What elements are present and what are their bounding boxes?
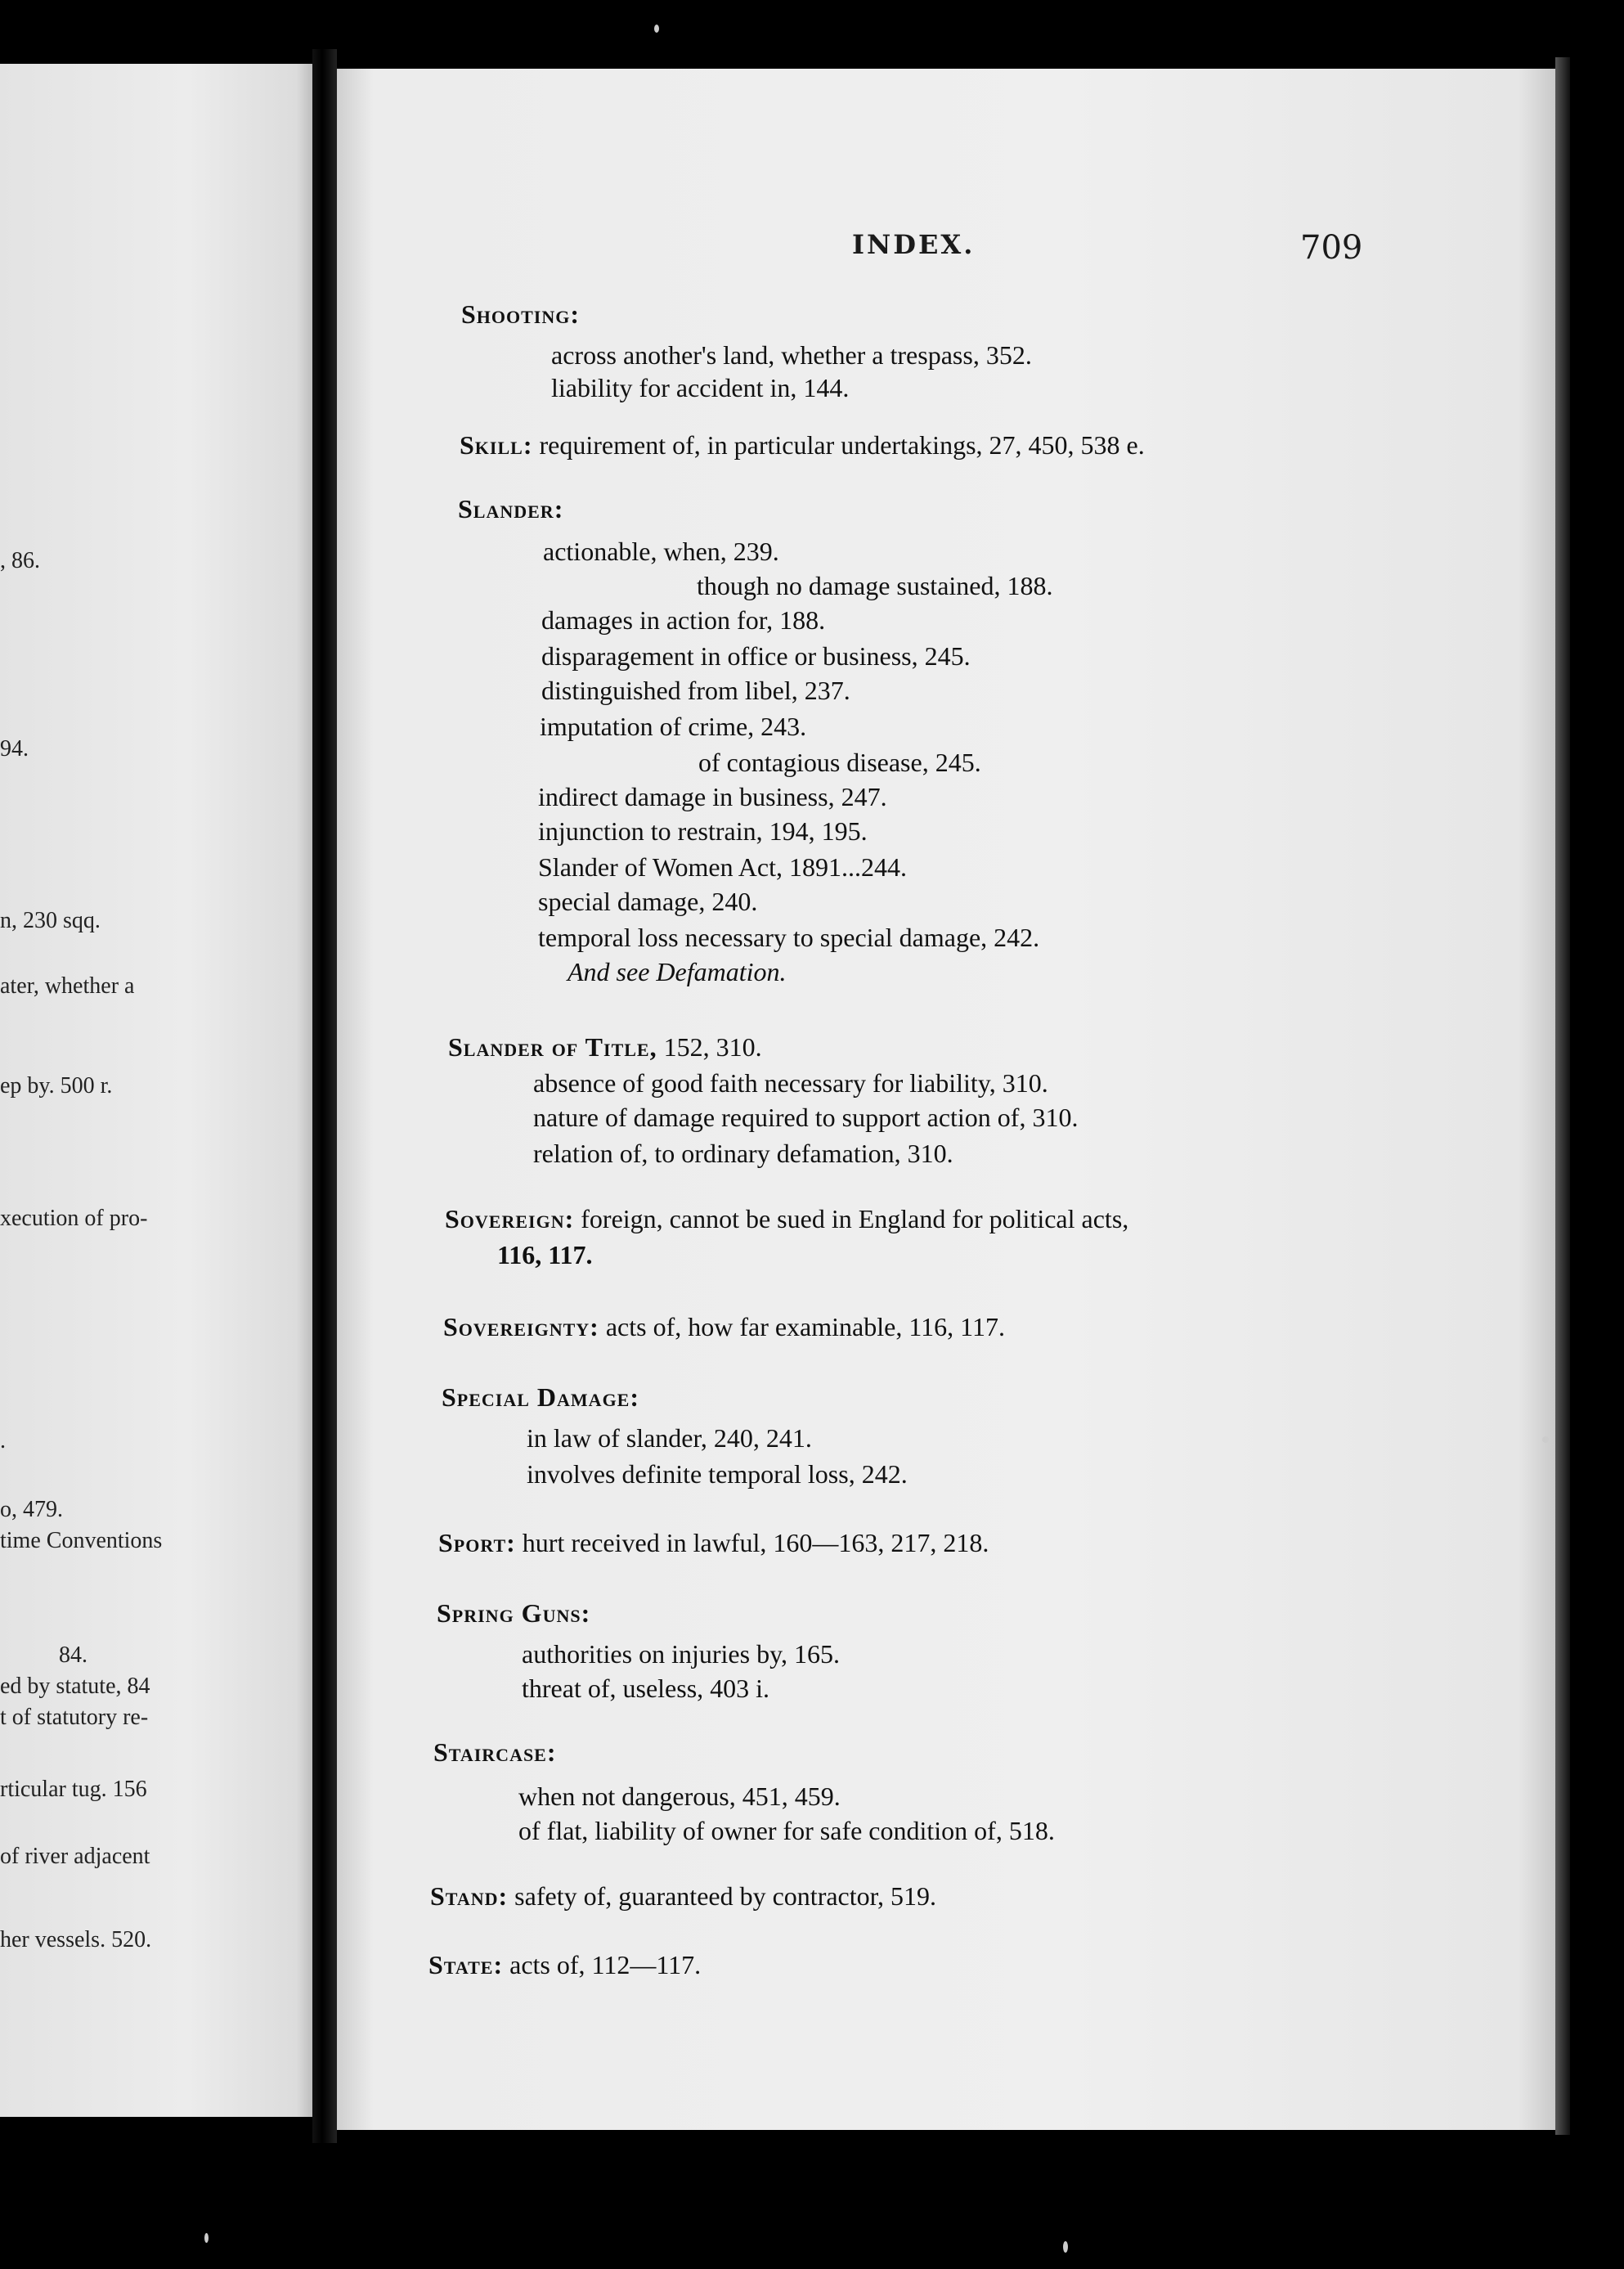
facing-page-line: t of statutory re- (0, 1705, 149, 1730)
scan-speck (654, 25, 659, 33)
entry-subline: actionable, when, 239. (543, 537, 779, 566)
facing-page-line: ed by statute, 84 (0, 1674, 150, 1699)
entry-heading: Spring Guns: (437, 1598, 591, 1628)
entry-heading: State: (428, 1950, 504, 1979)
scan-speck (1542, 1436, 1549, 1443)
index-entry (443, 1312, 1005, 1342)
facing-page-line: , 86. (0, 548, 40, 573)
entry-text: acts of, how far examinable, 116, 117. (605, 1312, 1005, 1341)
entry-text: acts of, 112—117. (509, 1950, 702, 1979)
entry-heading: Sovereign: (445, 1204, 575, 1233)
entry-subline: imputation of crime, 243. (540, 712, 807, 741)
entry-text: safety of, guaranteed by contractor, 519. (514, 1881, 937, 1911)
running-head: INDEX. (852, 229, 976, 260)
entry-subline: across another's land, whether a trespass, 352. (551, 340, 1032, 370)
entry-subline: relation of, to ordinary defamation, 310. (533, 1139, 953, 1168)
scan-speck (204, 2233, 209, 2243)
entry-text: hurt received in lawful, 160—163, 217, 218. (522, 1528, 989, 1557)
entry-subline: distinguished from libel, 237. (541, 676, 850, 705)
index-entry (430, 1881, 936, 1912)
index-entry (460, 430, 1145, 461)
index-entry (438, 1528, 989, 1558)
page-edge (1555, 57, 1570, 2135)
page-number: 709 (1300, 229, 1363, 267)
entry-subline: authorities on injuries by, 165. (522, 1639, 840, 1669)
entry-subline: of contagious disease, 245. (698, 748, 981, 777)
entry-subline: of flat, liability of owner for safe condition of, 518. (518, 1816, 1055, 1845)
entry-heading: Sovereignty: (443, 1312, 599, 1341)
entry-subline: when not dangerous, 451, 459. (518, 1782, 841, 1811)
facing-page-line: 84. (59, 1642, 87, 1668)
entry-subline: injunction to restrain, 194, 195. (538, 816, 868, 846)
index-entry (428, 1950, 701, 1980)
entry-subline: disparagement in office or business, 245. (541, 641, 971, 671)
entry-text: requirement of, in particular undertakings, 27, 450, 538 e. (539, 430, 1145, 460)
entry-subline: special damage, 240. (538, 887, 758, 916)
entry-text: 152, 310. (663, 1032, 762, 1062)
entry-heading: Slander of Title, (448, 1032, 657, 1062)
book-gutter (312, 49, 337, 2143)
entry-subline: indirect damage in business, 247. (538, 782, 887, 811)
scan-speck (1063, 2241, 1068, 2253)
facing-page-line: o, 479. (0, 1497, 63, 1522)
facing-page-line: xecution of pro- (0, 1206, 148, 1231)
entry-subline: Slander of Women Act, 1891...244. (538, 852, 907, 882)
facing-page-line: n, 230 sqq. (0, 908, 101, 933)
facing-page-line: 94. (0, 736, 29, 762)
facing-page-line: time Conventions (0, 1528, 163, 1553)
index-entry (445, 1204, 1128, 1234)
facing-page-line: ater, whether a (0, 973, 135, 999)
entry-heading: Special Damage: (442, 1382, 640, 1412)
facing-page-line: rticular tug. 156 (0, 1777, 147, 1802)
entry-subline: absence of good faith necessary for liability, 310. (533, 1068, 1048, 1098)
cross-reference: And see Defamation. (568, 957, 787, 986)
entry-subline: though no damage sustained, 188. (697, 571, 1053, 600)
entry-subline: in law of slander, 240, 241. (527, 1423, 812, 1453)
facing-page (0, 64, 312, 2117)
index-page (337, 69, 1555, 2130)
entry-heading: Skill: (460, 430, 533, 460)
facing-page-line: ep by. 500 r. (0, 1073, 113, 1099)
entry-subline: involves definite temporal loss, 242. (527, 1459, 908, 1489)
entry-heading: Stand: (430, 1881, 509, 1911)
entry-subline: nature of damage required to support action of, 310. (533, 1103, 1079, 1132)
facing-page-line: . (0, 1428, 6, 1454)
index-entry (448, 1032, 762, 1063)
entry-heading: Shooting: (461, 299, 581, 329)
entry-subline: temporal loss necessary to special damage, 242. (538, 923, 1040, 952)
entry-subline: liability for accident in, 144. (551, 373, 850, 402)
entry-subline: 116, 117. (497, 1240, 593, 1269)
entry-subline: threat of, useless, 403 i. (522, 1674, 770, 1703)
entry-heading: Slander: (458, 494, 564, 523)
facing-page-line: her vessels. 520. (0, 1927, 152, 1952)
entry-subline: damages in action for, 188. (541, 605, 826, 635)
entry-text: foreign, cannot be sued in England for political acts, (581, 1204, 1129, 1233)
entry-heading: Sport: (438, 1528, 516, 1557)
facing-page-line: of river adjacent (0, 1844, 150, 1869)
entry-heading: Staircase: (433, 1737, 557, 1767)
